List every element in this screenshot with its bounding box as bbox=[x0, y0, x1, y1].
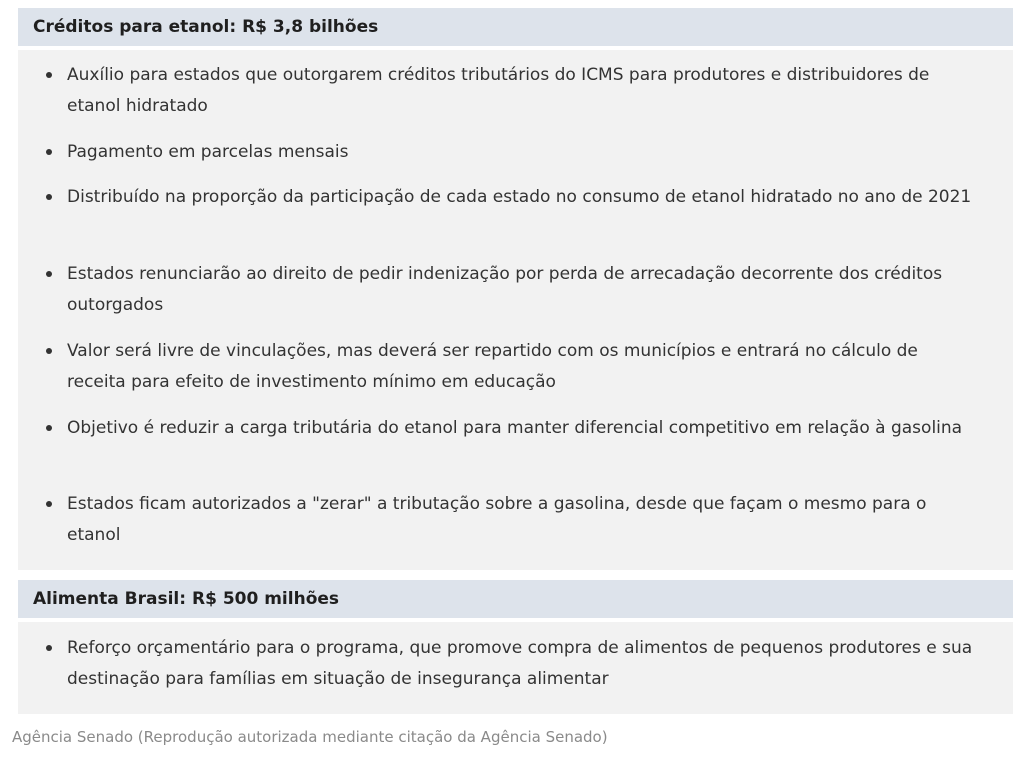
bullet-icon bbox=[46, 149, 52, 155]
list-item: Pagamento em parcelas mensais bbox=[67, 137, 979, 168]
bullet-icon bbox=[46, 501, 52, 507]
bullet-icon bbox=[46, 645, 52, 651]
bullet-icon bbox=[46, 425, 52, 431]
list-item: Valor será livre de vinculações, mas deverá ser repartido com os municípios e entrará no cálculo de receita para efeito de investimento mínimo em educação bbox=[67, 336, 979, 398]
section-title: Créditos para etanol: R$ 3,8 bilhões bbox=[33, 17, 379, 37]
list-item: Objetivo é reduzir a carga tributária do etanol para manter diferencial competitivo em relação à gasolina bbox=[67, 413, 979, 444]
bullet-icon bbox=[46, 348, 52, 354]
section-title: Alimenta Brasil: R$ 500 milhões bbox=[33, 589, 340, 609]
list-item: Auxílio para estados que outorgarem créditos tributários do ICMS para produtores e distribuidores de etanol hidratado bbox=[67, 60, 979, 122]
section-header-alimenta-brasil bbox=[18, 580, 1013, 618]
list-item: Estados renunciarão ao direito de pedir indenização por perda de arrecadação decorrente dos créditos outorgados bbox=[67, 259, 979, 321]
list-item: Estados ficam autorizados a "zerar" a tributação sobre a gasolina, desde que façam o mesmo para o etanol bbox=[67, 489, 979, 551]
bullet-icon bbox=[46, 72, 52, 78]
list-item: Reforço orçamentário para o programa, que promove compra de alimentos de pequenos produtores e sua destinação para famílias em situação de insegurança alimentar bbox=[67, 633, 979, 695]
list-item: Distribuído na proporção da participação de cada estado no consumo de etanol hidratado no ano de 2021 bbox=[67, 182, 979, 213]
bullet-icon bbox=[46, 271, 52, 277]
bullet-icon bbox=[46, 194, 52, 200]
section-header-creditos-etanol bbox=[18, 8, 1013, 46]
source-credit: Agência Senado (Reprodução autorizada mediante citação da Agência Senado) bbox=[12, 728, 608, 746]
